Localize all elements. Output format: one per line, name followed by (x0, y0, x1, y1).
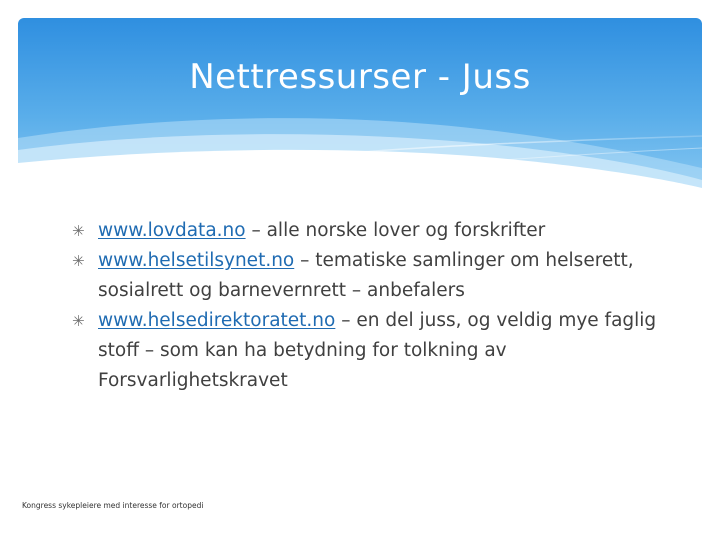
bullet-item-lovdata (70, 216, 680, 246)
bullet-item-helsedirektoratet (70, 306, 680, 396)
helsetilsynet-link[interactable]: www.helsetilsynet.no (98, 250, 295, 271)
footer-text: Kongress sykepleiere med interesse for ortopedi (22, 501, 204, 510)
header-band (18, 18, 702, 198)
bullet-item-helsetilsynet (70, 246, 680, 306)
lovdata-link[interactable]: www.lovdata.no (98, 220, 246, 241)
asterisk-bullet-icon: ✳ (72, 312, 85, 330)
header-swoosh-graphic (18, 18, 702, 198)
asterisk-bullet-icon: ✳ (72, 222, 85, 240)
bullet-list (70, 216, 680, 396)
bullet-text: – en del juss, og veldig mye faglig stoff – som kan ha betydning for tolkning av Forsvarlighetskravet (98, 310, 657, 391)
slide-title: Nettressurser - Juss (189, 57, 531, 97)
helsedirektoratet-link[interactable]: www.helsedirektoratet.no (98, 310, 336, 331)
bullet-text: – alle norske lover og forskrifter (245, 220, 546, 241)
bullet-text: – tematiske samlinger om helserett, sosialrett og barnevernrett – anbefalers (98, 250, 634, 301)
asterisk-bullet-icon: ✳ (72, 252, 85, 270)
